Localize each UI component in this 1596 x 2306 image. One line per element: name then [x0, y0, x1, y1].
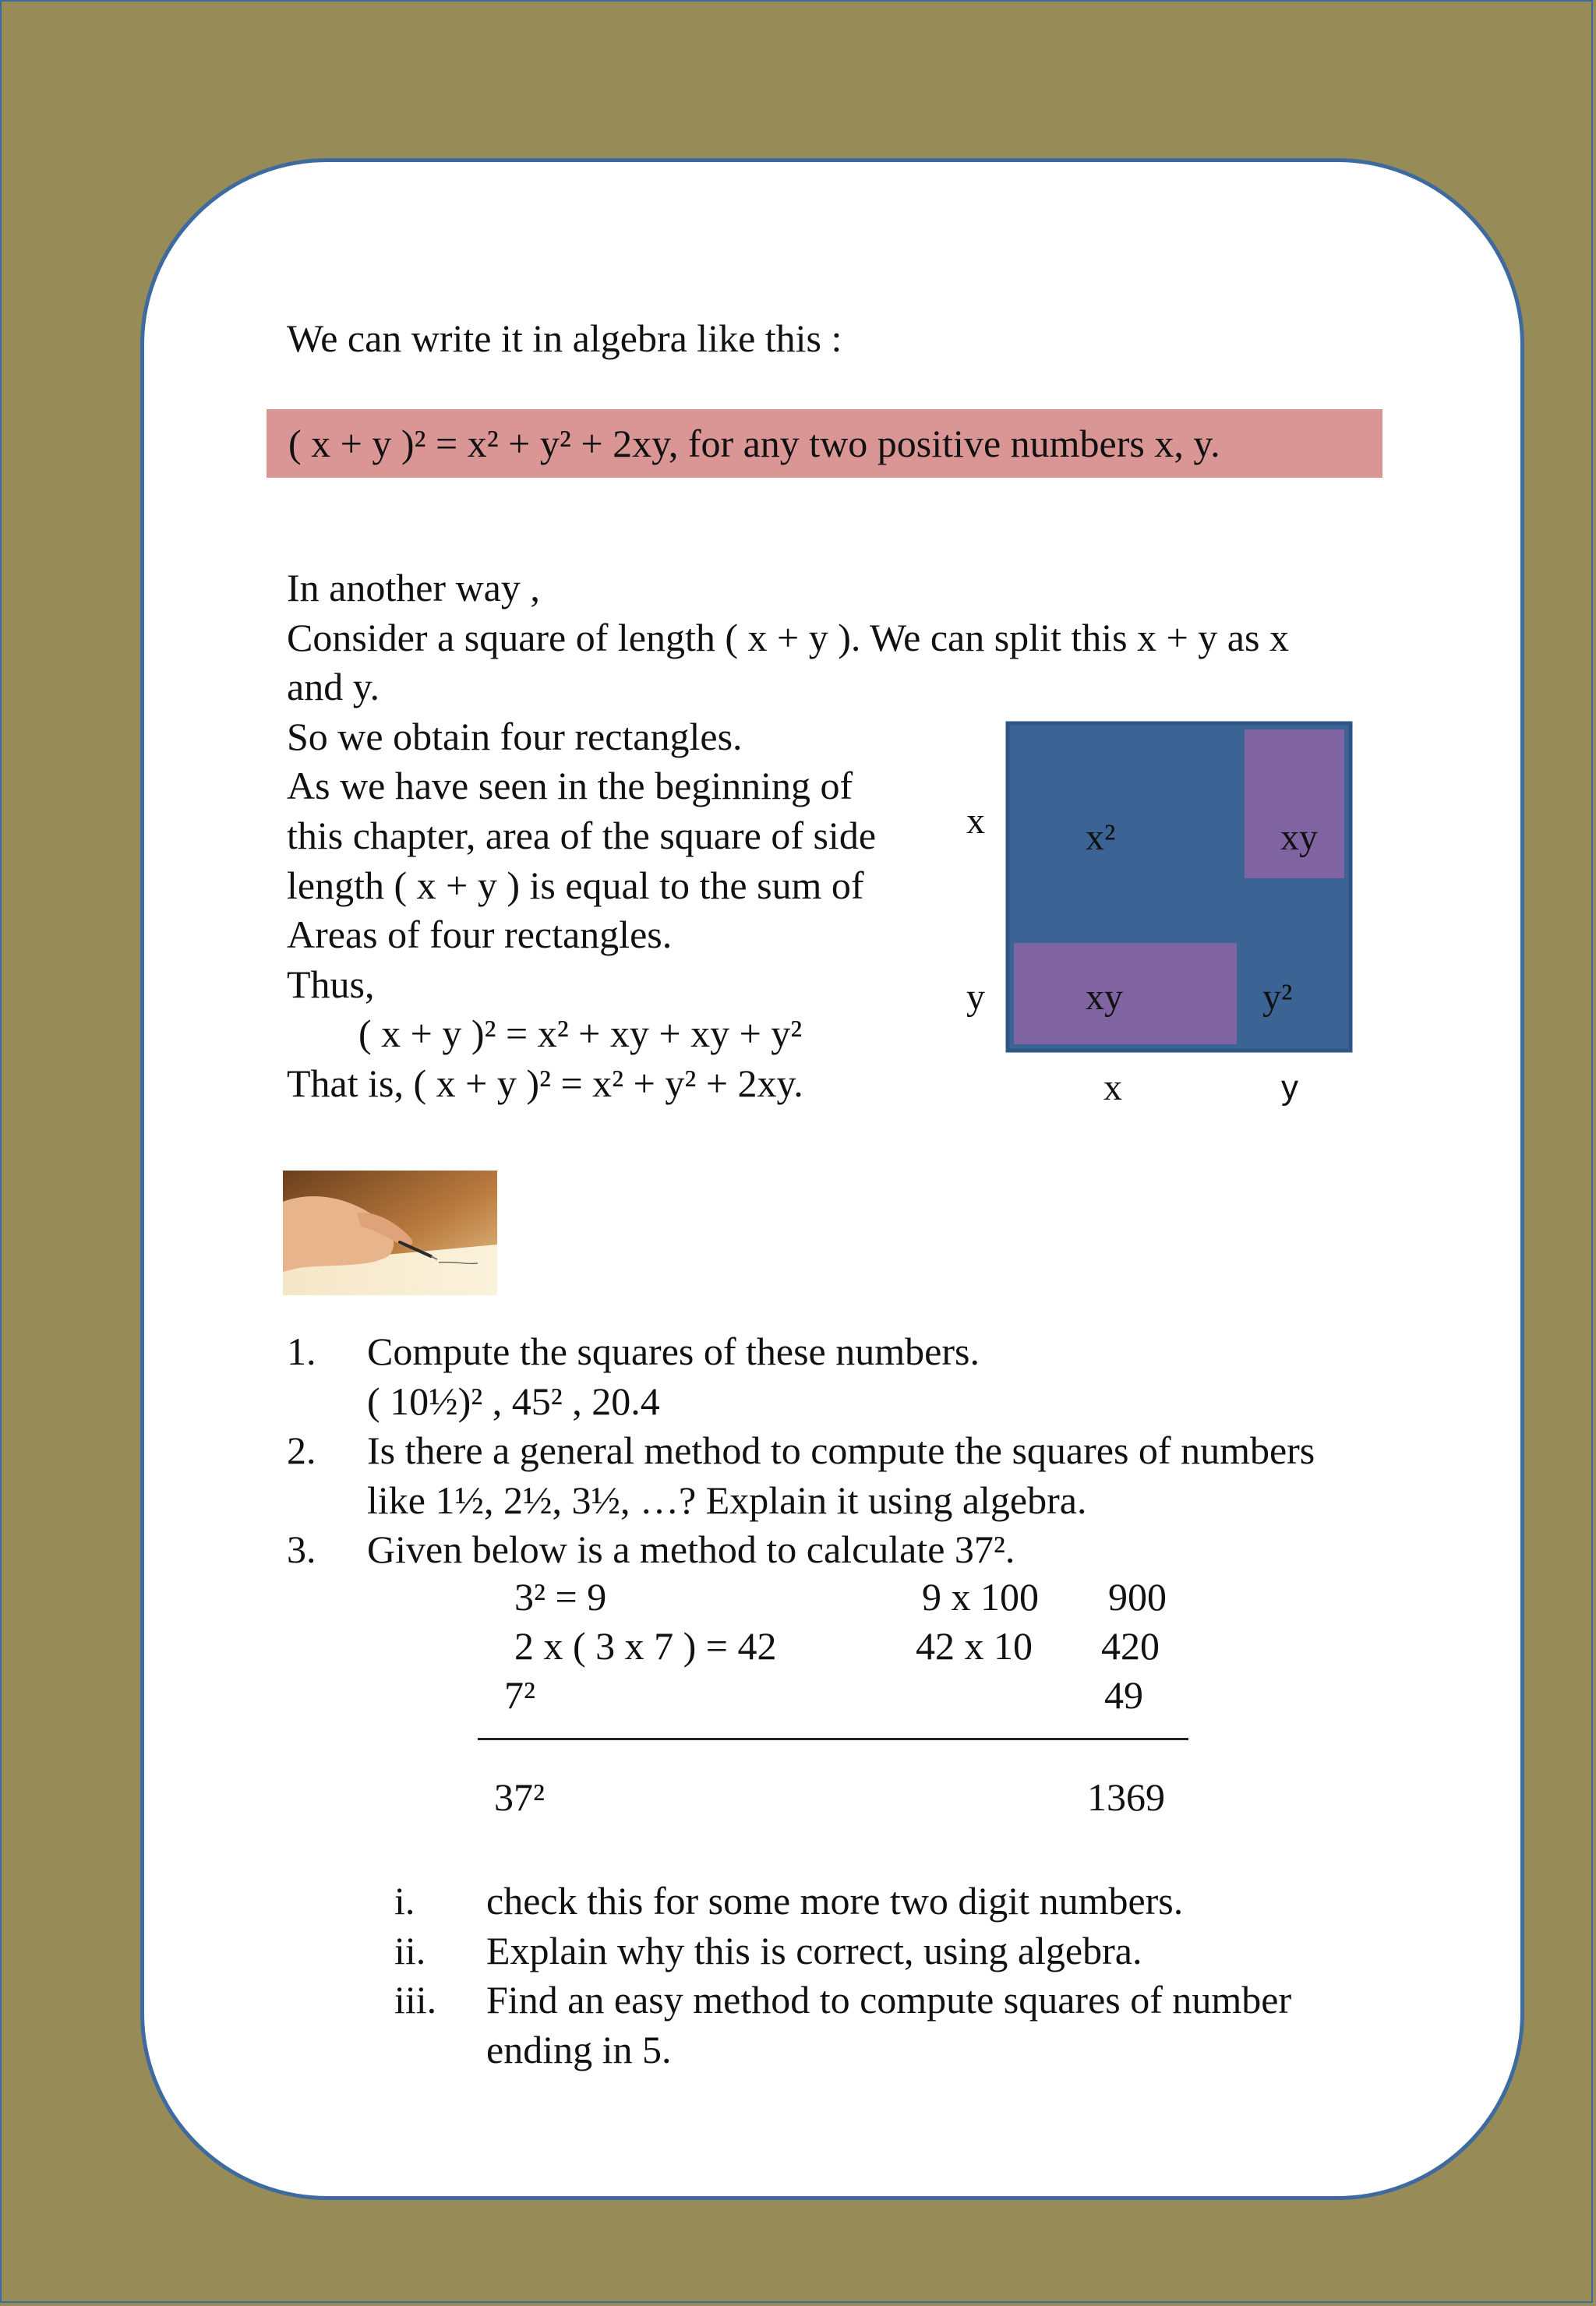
calc-row1-right: 900: [1108, 1575, 1167, 1619]
intro-text: We can write it in algebra like this :: [287, 316, 842, 360]
calc-row2-left: 2 x ( 3 x 7 ) = 42: [514, 1624, 777, 1668]
exercise-number: 3.: [287, 1527, 316, 1572]
paragraph-conclusion: That is, ( x + y )² = x² + y² + 2xy.: [287, 1061, 803, 1105]
writing-hand-image: [283, 1171, 497, 1295]
sub-question-number: i.: [394, 1879, 415, 1923]
sub-question-text: Explain why this is correct, using algebra.: [486, 1928, 1142, 1972]
paragraph-equation: ( x + y )² = x² + xy + xy + y²: [358, 1012, 803, 1056]
diagram-rect-bottom-left: [1014, 943, 1237, 1044]
calc-row2-mid: 42 x 10: [916, 1624, 1033, 1668]
exercise-text: like 1½, 2½, 3½, …? Explain it using algebra.: [367, 1478, 1087, 1522]
paragraph-line: length ( x + y ) is equal to the sum of: [287, 863, 864, 907]
sub-question-text: ending in 5.: [486, 2027, 672, 2071]
exercise-text: Is there a general method to compute the squares of numbers: [367, 1428, 1315, 1473]
calc-row1-left: 3² = 9: [514, 1575, 607, 1619]
diagram-side-label-y: y: [966, 976, 985, 1018]
calc-row3-right: 49: [1104, 1673, 1143, 1717]
exercise-text: Compute the squares of these numbers.: [367, 1330, 980, 1373]
paragraph-line: Thus,: [287, 962, 375, 1006]
calc-total-left: 37²: [494, 1775, 545, 1819]
diagram-cell-xy-bottom: xy: [1086, 976, 1123, 1018]
calc-row2-right: 420: [1101, 1624, 1160, 1668]
diagram-bottom-label-y: y: [1281, 1068, 1298, 1107]
calc-row3-left: 7²: [504, 1673, 535, 1717]
exercise-number: 2.: [287, 1428, 316, 1473]
identity-formula: ( x + y )² = x² + y² + 2xy, for any two positive numbers x, y.: [288, 422, 1220, 465]
paragraph-line: So we obtain four rectangles.: [287, 714, 743, 758]
calc-divider-line: [478, 1738, 1188, 1740]
paragraph-line: As we have seen in the beginning of: [287, 764, 853, 808]
paragraph-line: In another way ,: [287, 566, 540, 609]
paragraph-line: and y.: [287, 665, 380, 709]
diagram-bottom-label-x: x: [1103, 1067, 1122, 1108]
sub-question-number: iii.: [394, 1978, 437, 2022]
diagram-side-label-x: x: [966, 800, 985, 842]
sub-question-number: ii.: [394, 1928, 426, 1972]
diagram-cell-x-squared: x²: [1086, 817, 1116, 858]
paragraph-line: Consider a square of length ( x + y ). We can split this x + y as x: [287, 615, 1289, 659]
sub-question-text: Find an easy method to compute squares of number: [486, 1978, 1292, 2022]
diagram-cell-xy-top: xy: [1280, 817, 1318, 858]
sub-question-text: check this for some more two digit numbers.: [486, 1879, 1184, 1923]
diagram-cell-y-squared: y²: [1262, 976, 1293, 1018]
paragraph-line: Areas of four rectangles.: [287, 913, 673, 957]
exercise-number: 1.: [287, 1330, 316, 1373]
paragraph-line: this chapter, area of the square of side: [287, 813, 877, 857]
calc-row1-mid: 9 x 100: [922, 1575, 1039, 1619]
square-diagram: [1005, 721, 1353, 1053]
exercise-text: Given below is a method to calculate 37².: [367, 1527, 1015, 1572]
exercise-values: ( 10½)² , 45² , 20.4: [367, 1379, 660, 1423]
calc-total-right: 1369: [1087, 1775, 1165, 1819]
